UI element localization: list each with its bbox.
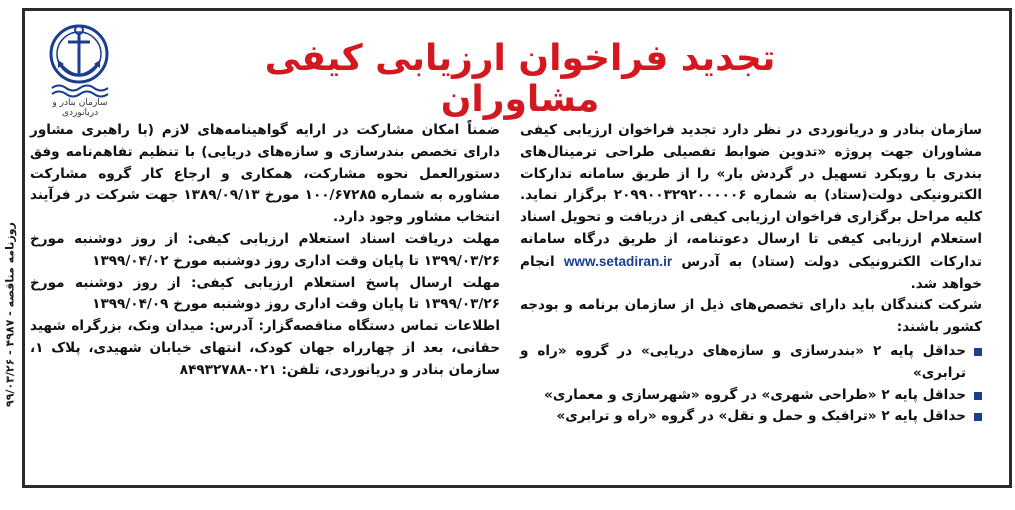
list-item-text: حداقل پایه ۲ «بندرسازی و سازه‌های دریایی» در گروه «راه و ترابری» xyxy=(520,342,966,381)
contact-info-label: اطلاعات تماس دستگاه مناقصه‌گزار: xyxy=(258,318,500,335)
list-item xyxy=(520,341,982,385)
response-deadline xyxy=(30,273,500,317)
intro-text: در نظر دارد تجدید فراخوان ارزیابی کیفی مشاوران جهت پروژه «تدوین ضوابط تفصیلی طراحی ترمینال‌های بندری با رویکرد تسهیل در گردش بار» را از طریق سامانه تدارکات الکترونیکی دولت(ستاد) به شماره ۲۰۹۹۰۰۳۲۹۲۰۰۰۰۰۶ برگزار نماید. کلیه مراحل برگزاری فراخوان ارزیابی کیفی از دریافت و تحویل اسناد استعلام ارزیابی کیفی تا ارسال دعوتنامه، از طریق درگاه سامانه تدارکات الکترونیکی دولت (ستاد) به آدرس xyxy=(520,122,982,270)
document-deadline xyxy=(30,229,500,273)
right-column xyxy=(520,120,982,428)
requirements-list xyxy=(520,341,982,428)
response-deadline-text: از روز دوشنبه مورخ ۱۳۹۹/۰۳/۲۶ تا پایان وقت اداری روز دوشنبه مورخ ۱۳۹۹/۰۴/۰۹ xyxy=(30,274,500,313)
intro-paragraph xyxy=(520,120,982,295)
square-bullet-icon xyxy=(974,413,982,421)
document-deadline-text: از روز دوشنبه مورخ ۱۳۹۹/۰۳/۲۶ تا پایان وقت اداری روز دوشنبه مورخ ۱۳۹۹/۰۴/۰۲ xyxy=(30,230,500,269)
document-deadline-label: مهلت دریافت اسناد استعلام ارزیابی کیفی: xyxy=(187,230,500,247)
square-bullet-icon xyxy=(974,348,982,356)
response-deadline-label: مهلت ارسال پاسخ استعلام ارزیابی کیفی: xyxy=(191,274,500,291)
requirements-paragraph: شرکت کنندگان باید دارای تخصص‌های ذیل از سازمان برنامه و بودجه کشور باشند: xyxy=(520,297,982,336)
side-publication-label: روزنامه مناقصه - ۴۹۸۷ - ۹۹/۰۳/۲۶ xyxy=(3,222,17,408)
intro-tail: انجام خواهد شد. xyxy=(520,253,982,292)
logo-caption: سازمان بنادر و دریانوردی xyxy=(52,98,108,118)
contact-info-text: آدرس: میدان ونک، بزرگراه شهید حقانی، بعد از چهارراه جهان کودک، انتهای خیابان شهیدی، پلاک ۱، سازمان بنادر و دریانوردی، تلفن: ۰۲۱-۸۴۹۳۲۷۸۸ xyxy=(30,318,500,378)
setadiran-link[interactable]: www.setadiran.ir xyxy=(563,253,673,269)
list-item xyxy=(520,406,982,428)
organization-name: سازمان بنادر و دریانوردی xyxy=(807,122,982,138)
partnership-paragraph: ضمناً امکان مشارکت در ارایه گواهینامه‌های لازم (با راهبری مشاور دارای تخصص بندرسازی و سازه‌های دریایی) با تنظیم تفاهم‌نامه وفق دستورالعمل نحوه مشارکت، همکاری و ارجاع کار گروه مشارکت مشاوره به شماره ۱۰۰/۶۷۲۸۵ مورخ ۱۳۸۹/۰۹/۱۳ جهت شرکت در فرآیند انتخاب مشاور وجود دارد. xyxy=(30,122,500,226)
list-item-text: حداقل پایه ۲ «طراحی شهری» در گروه «شهرسازی و معماری» xyxy=(544,386,966,403)
contact-info xyxy=(30,316,500,381)
left-column xyxy=(30,120,500,382)
square-bullet-icon xyxy=(974,392,982,400)
page-title: تجدید فراخوان ارزیابی کیفی مشاوران xyxy=(264,38,776,120)
list-item-text: حداقل پایه ۲ «ترافیک و حمل و نقل» در گروه «راه و ترابری» xyxy=(556,408,966,425)
list-item xyxy=(520,385,982,407)
